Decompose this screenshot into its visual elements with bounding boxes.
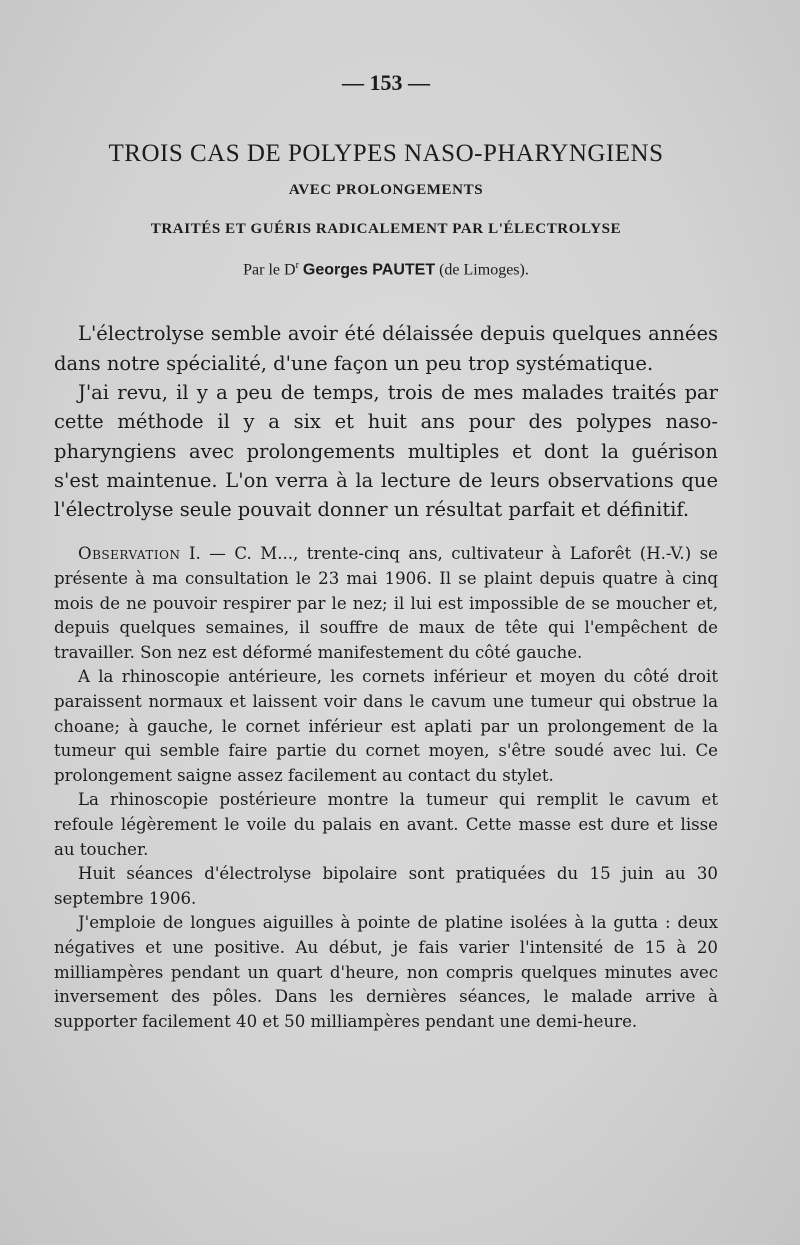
intro-paragraph: L'électrolyse semble avoir été délaissée depuis quelques années dans notre spécialité, d'une façon un peu trop systématique. [54, 322, 718, 375]
byline-suffix: (de Limoges). [439, 261, 529, 279]
article-subtitle: AVEC PROLONGEMENTS [288, 182, 484, 198]
observation-paragraph: J'emploie de longues aiguilles à pointe de platine isolées à la gutta : deux négatives et une positive. Au début, je fais varier l'intensité de 15 à 20 milliampères pendant un quart d'heure, non compris quelques minutes avec inversement des pôles. Dans les dernières séances, le malade arrive à supporter facilement 40 et 50 milliampères pendant une demi-heure. [54, 913, 718, 1031]
page-number: — 153 — [342, 70, 430, 95]
observation-paragraph: A la rhinoscopie antérieure, les cornets inférieur et moyen du côté droit paraissent normaux et laissent voir dans le cavum une tumeur qui obstrue la choane; à gauche, le cornet inférieur est aplati par un prolongement de la tumeur qui semble faire partie du cornet moyen, s'être soudé avec lui. Ce prolongement saigne assez facilement au contact du stylet. [54, 667, 718, 785]
author-byline [54, 260, 718, 279]
observation-paragraph: Huit séances d'électrolyse bipolaire sont pratiquées du 15 juin au 30 septembre 1906. [54, 864, 718, 908]
observation-paragraph: La rhinoscopie postérieure montre la tumeur qui remplit le cavum et refoule légèrement le voile du palais en avant. Cette masse est dure et lisse au toucher. [54, 790, 718, 859]
observation-label: Observation [78, 544, 181, 564]
observation-paragraph [54, 542, 718, 665]
article-subtitle-2: TRAITÉS ET GUÉRIS RADICALEMENT PAR L'ÉLECTROLYSE [150, 221, 622, 237]
article-title: TROIS CAS DE POLYPES NASO-PHARYNGIENS [108, 140, 664, 167]
observation-first-text: I. — C. M..., trente-cinq ans, cultivateur à Laforêt (H.-V.) se présente à ma consultation le 23 mai 1906. Il se plaint depuis quatre à cinq mois de ne pouvoir respirer par le nez; il lui est impossible de se moucher et, depuis quelques semaines, il souffre de maux de tête qui l'empêchent de travailler. Son nez est déformé manifestement du côté gauche. [54, 544, 718, 662]
author-name: Georges PAUTET [302, 261, 436, 279]
byline-sup: r [295, 260, 299, 271]
byline-prefix: Par le D [243, 261, 296, 279]
observation-section [54, 542, 718, 1034]
introduction [54, 319, 718, 524]
intro-paragraph: J'ai revu, il y a peu de temps, trois de mes malades traités par cette méthode il y a six et huit ans pour des polypes naso-pharyngiens avec prolongements multiples et dont la guérison s'est maintenue. L'on verra à la lecture de leurs observations que l'électrolyse seule pouvait donner un résultat parfait et définitif. [54, 380, 718, 522]
